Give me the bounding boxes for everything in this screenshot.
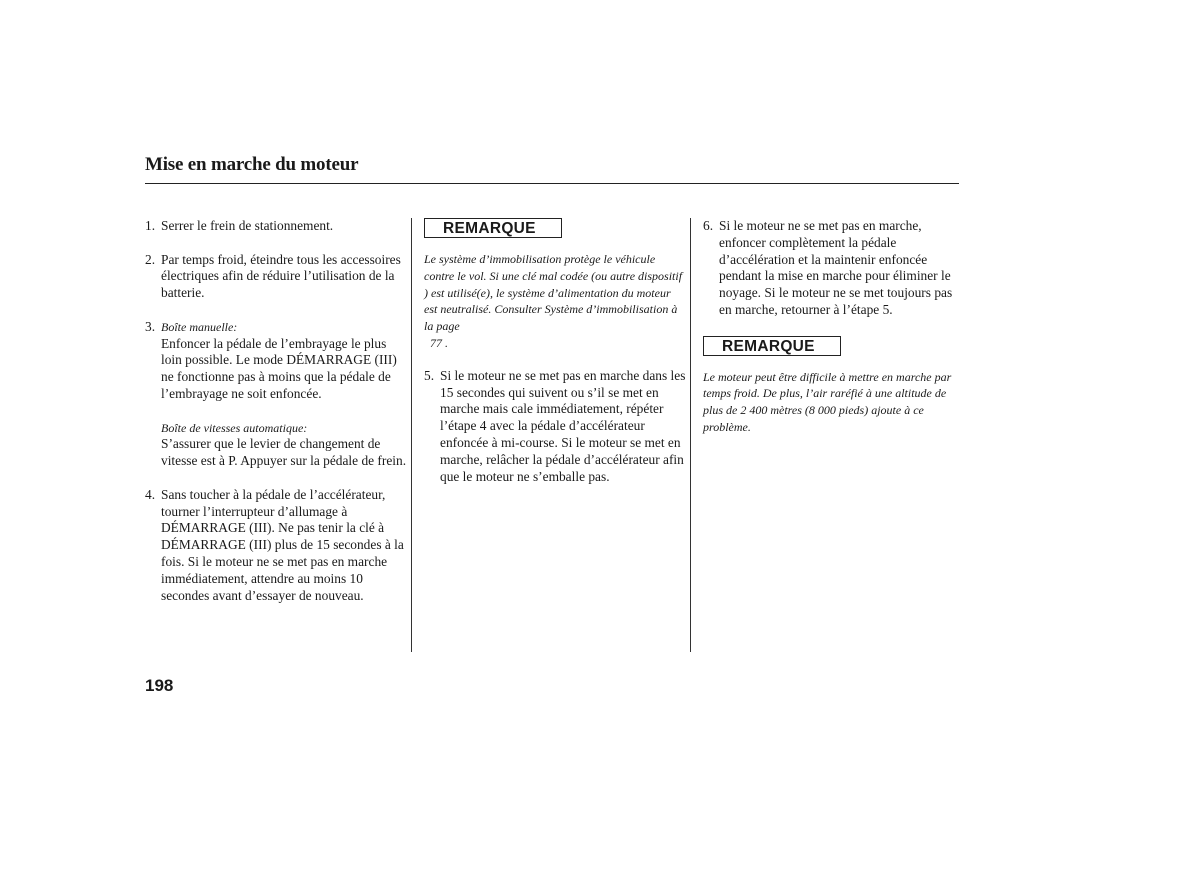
page-number: 198 xyxy=(145,676,174,695)
step-number: 5. xyxy=(424,367,435,383)
step-text: Si le moteur ne se met pas en marche, enfoncer complètement la pédale d’accélération et la maintenir enfoncée pendant la mise en marche pour éliminer le noyage. Si le moteur ne se met toujours pas en marche, retourner à l’étape 5. xyxy=(719,218,953,317)
title-divider xyxy=(145,183,959,184)
step-text: Sans toucher à la pédale de l’accélérateur, tourner l’interrupteur d’allumage à DÉMARRAGE (III). Ne pas tenir la clé à DÉMARRAGE (III) plus de 15 secondes à la fois. Si le moteur ne se met pas en marche immédiatement, attendre au moins 10 secondes avant d’essayer de nouveau. xyxy=(161,486,404,603)
manual-gearbox-label: Boîte manuelle: xyxy=(161,319,238,334)
note-text: Le moteur peut être difficile à mettre en marche par temps froid. De plus, l’air raréfié à une altitude de plus de 2 400 mètres (8 000 pieds) ajoute à ce problème. xyxy=(703,369,952,434)
page-reference[interactable]: 77 xyxy=(430,335,442,350)
column-divider-1 xyxy=(411,218,412,652)
step-number: 1. xyxy=(145,218,156,233)
automatic-gearbox-label: Boîte de vitesses automatique: xyxy=(161,420,308,435)
note-end: . xyxy=(445,335,448,350)
step-2 xyxy=(145,252,407,302)
note-label: REMARQUE xyxy=(424,218,562,238)
step-text: Serrer le frein de stationnement. xyxy=(161,218,334,233)
column-left xyxy=(145,218,407,621)
step-number: 4. xyxy=(145,486,156,502)
step-number: 3. xyxy=(145,318,156,334)
page-title: Mise en marche du moteur xyxy=(145,154,359,175)
automatic-gearbox-text: S’assurer que le levier de changement de vitesse est à P. Appuyer sur la pédale de frein. xyxy=(161,436,407,469)
step-number: 6. xyxy=(703,218,714,233)
step-5 xyxy=(424,368,686,486)
step-number: 2. xyxy=(145,251,156,267)
step-1 xyxy=(145,218,407,235)
note-text xyxy=(424,251,686,352)
step-text: Par temps froid, éteindre tous les accessoires électriques afin de réduire l’utilisation de la batterie. xyxy=(161,251,401,301)
step-6 xyxy=(703,218,965,319)
column-right xyxy=(703,218,965,436)
column-divider-2 xyxy=(690,218,691,652)
note-body: Le système d’immobilisation protège le véhicule contre le vol. Si une clé mal codée (ou autre dispositif ) est utilisé(e), le système d’alimentation du moteur est neutralisé. Consulter Système d’immobilisation à la page xyxy=(424,252,683,334)
step-3 xyxy=(145,319,407,470)
step-4 xyxy=(145,487,407,605)
column-middle xyxy=(424,218,686,502)
manual-gearbox-text: Enfoncer la pédale de l’embrayage le plus loin possible. Le mode DÉMARRAGE (III) ne fonctionne pas à moins que la pédale de l’embrayage ne soit enfoncée. xyxy=(161,335,397,401)
step-text: Si le moteur ne se met pas en marche dans les 15 secondes qui suivent ou s’il se met en marche mais cale immédiatement, répéter l’étape 4 avec la pédale d’accélérateur enfoncée à mi-course. Si le moteur se met en marche, relâcher la pédale d’accélérateur afin que le moteur ne s’emballe pas. xyxy=(440,367,686,484)
note-label: REMARQUE xyxy=(703,336,841,356)
